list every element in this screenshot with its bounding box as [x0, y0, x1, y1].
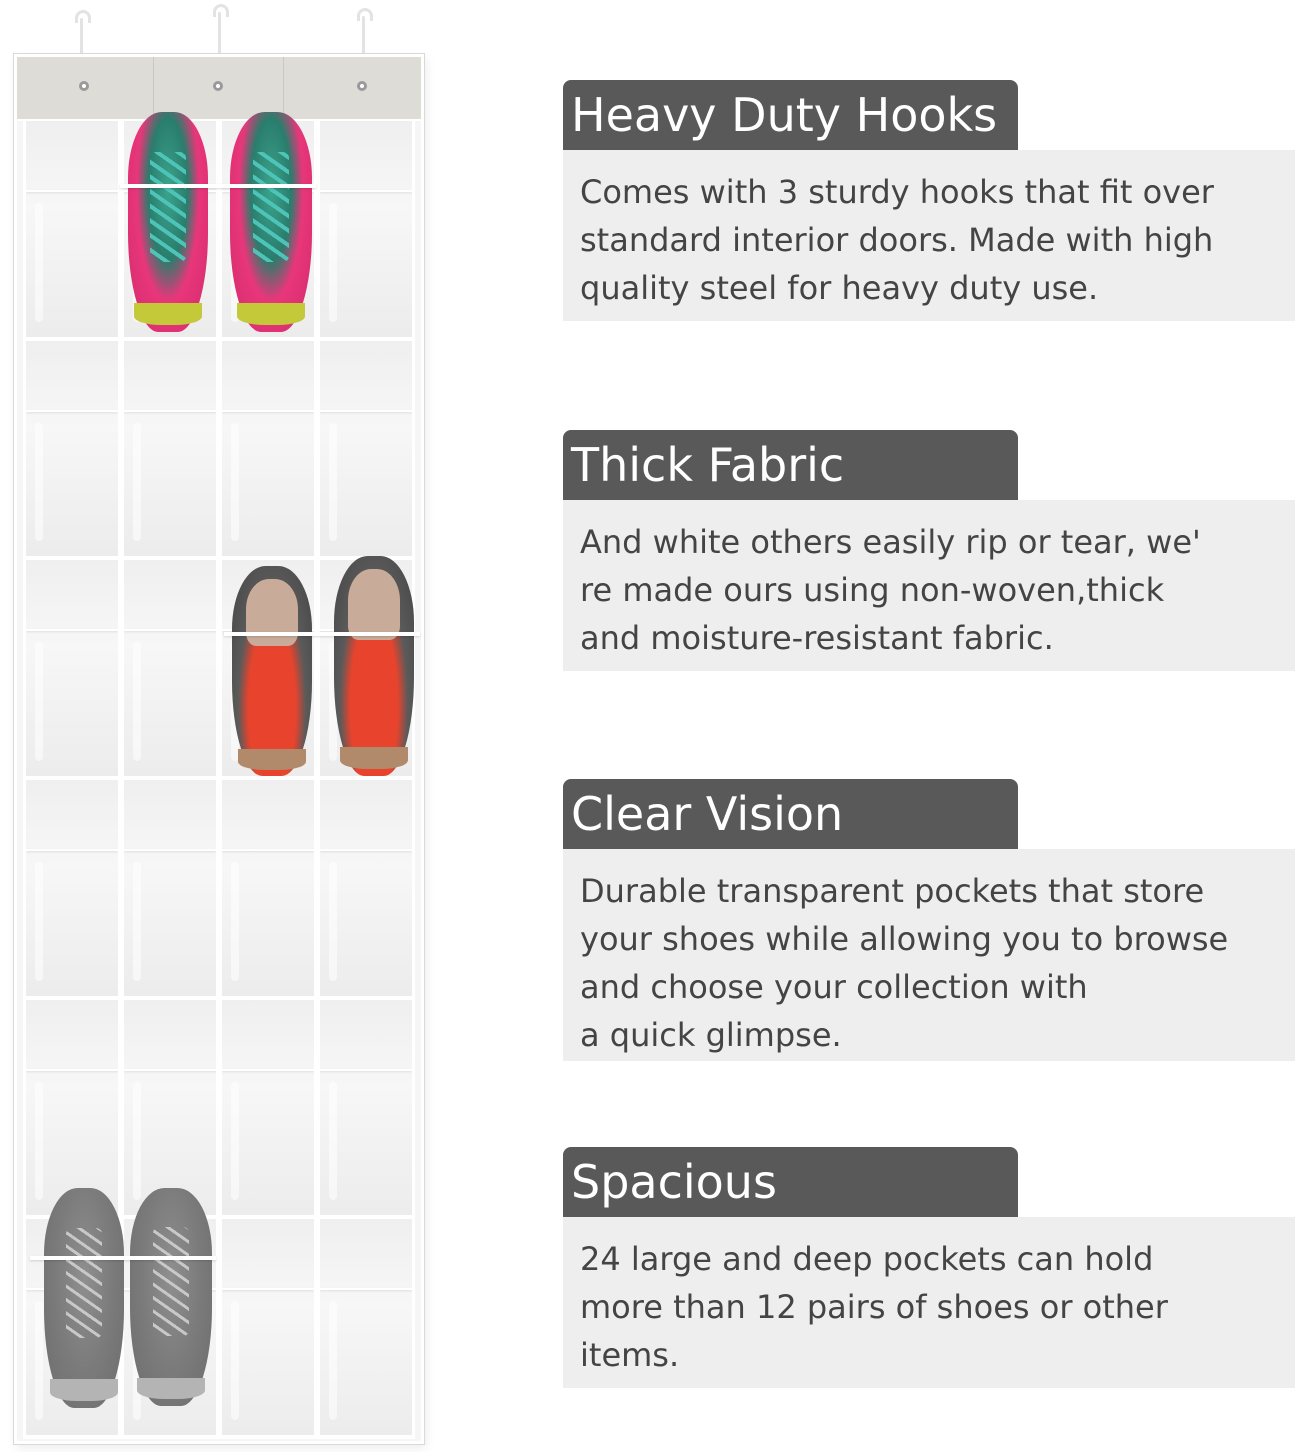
pink-sneaker-left — [128, 112, 208, 332]
feature-description — [563, 500, 1295, 671]
pocket — [317, 121, 415, 341]
description-line: standard interior doors. Made with high — [580, 221, 1214, 259]
pocket — [317, 780, 415, 1000]
grommet-middle — [213, 81, 223, 91]
pocket — [121, 1000, 219, 1220]
pocket — [23, 780, 121, 1000]
pocket — [23, 560, 121, 780]
pocket — [121, 780, 219, 1000]
grommet-right — [357, 81, 367, 91]
description-line: and choose your collection with — [580, 968, 1088, 1006]
hook-middle — [218, 12, 221, 58]
shoe-organizer-image — [0, 0, 440, 1452]
pocket — [219, 341, 317, 561]
hook-left — [80, 18, 83, 58]
description-line: 24 large and deep pockets can hold — [580, 1240, 1154, 1278]
feature-title: Spacious — [563, 1147, 1018, 1217]
feature-title: Heavy Duty Hooks — [563, 80, 1018, 150]
red-slip-on-right — [334, 556, 414, 776]
pocket — [219, 1000, 317, 1220]
feature-title: Thick Fabric — [563, 430, 1018, 500]
hook-right — [362, 16, 365, 58]
description-line: re made ours using non-woven,thick — [580, 571, 1165, 609]
gray-sneaker-right — [130, 1188, 212, 1406]
organizer-header-band — [17, 57, 421, 121]
feature-title: Clear Vision — [563, 779, 1018, 849]
feature-description — [563, 1217, 1295, 1388]
description-line: quality steel for heavy duty use. — [580, 269, 1099, 307]
description-line: and moisture-resistant fabric. — [580, 619, 1054, 657]
pocket — [317, 341, 415, 561]
pocket — [23, 121, 121, 341]
pocket — [121, 341, 219, 561]
pocket — [219, 780, 317, 1000]
pocket — [219, 1219, 317, 1439]
feature-description — [563, 849, 1295, 1061]
description-line: your shoes while allowing you to browse — [580, 920, 1229, 958]
description-line: a quick glimpse. — [580, 1016, 842, 1054]
description-line: Durable transparent pockets that store — [580, 872, 1205, 910]
pocket — [23, 341, 121, 561]
description-line: items. — [580, 1336, 680, 1374]
pink-sneaker-right — [230, 112, 312, 332]
gray-sneaker-left — [44, 1188, 124, 1408]
pocket — [121, 560, 219, 780]
description-line: more than 12 pairs of shoes or other — [580, 1288, 1168, 1326]
red-slip-on-left — [232, 566, 312, 776]
description-line: And white others easily rip or tear, we' — [580, 523, 1201, 561]
description-line: Comes with 3 sturdy hooks that fit over — [580, 173, 1214, 211]
pocket — [317, 1219, 415, 1439]
pocket — [23, 1000, 121, 1220]
pocket — [317, 1000, 415, 1220]
feature-description — [563, 150, 1295, 321]
grommet-left — [79, 81, 89, 91]
